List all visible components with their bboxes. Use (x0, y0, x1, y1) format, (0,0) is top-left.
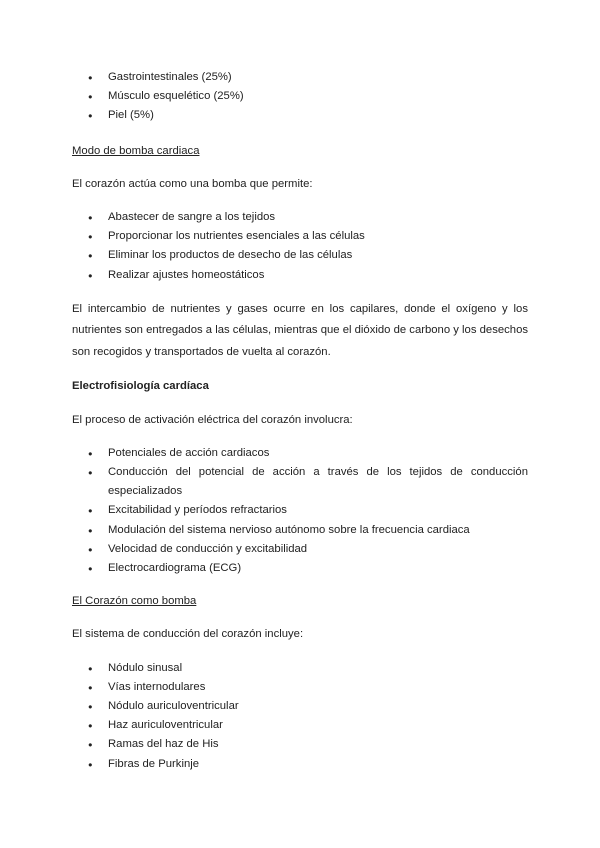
list-item: ● Excitabilidad y períodos refractarios (72, 501, 528, 520)
list-item: ● Nódulo auriculoventricular (72, 697, 528, 716)
electrophysiology-list (72, 444, 528, 578)
organ-flow-list (72, 68, 528, 126)
list-item: ● Electrocardiograma (ECG) (72, 559, 528, 578)
list-item: ● Proporcionar los nutrientes esenciales a las células (72, 227, 528, 246)
exchange-paragraph: El intercambio de nutrientes y gases ocurre en los capilares, donde el oxígeno y los nutrientes son entregados a las células, mientras que el dióxido de carbono y los desechos son recogidos y transportados de vuelta al corazón. (72, 302, 528, 358)
section-intro: El corazón actúa como una bomba que permite: (72, 177, 313, 190)
list-item: ● Fibras de Purkinje (72, 755, 528, 774)
list-item: ● Abastecer de sangre a los tejidos (72, 208, 528, 227)
list-item: ● Potenciales de acción cardiacos (72, 444, 528, 463)
list-item: ● Gastrointestinales (25%) (72, 68, 528, 87)
list-item: ● Nódulo sinusal (72, 659, 528, 678)
list-item: ● Modulación del sistema nervioso autónomo sobre la frecuencia cardiaca (72, 521, 528, 540)
section-heading-corazon-bomba: El Corazón como bomba (72, 595, 197, 608)
list-item: ● Vías internodulares (72, 678, 528, 697)
list-item: ● Piel (5%) (72, 106, 528, 125)
list-item: ● Ramas del haz de His (72, 735, 528, 754)
list-item: ● Músculo esquelético (25%) (72, 87, 528, 106)
document-page (72, 68, 528, 774)
section-intro: El sistema de conducción del corazón incluye: (72, 628, 304, 641)
section-heading-electrofisiologia: Electrofisiología cardíaca (72, 380, 209, 393)
list-item: ● Conducción del potencial de acción a través de los tejidos de conducción especializados (72, 463, 528, 501)
list-item: ● Haz auriculoventricular (72, 716, 528, 735)
pump-functions-list (72, 208, 528, 285)
conduction-system-list (72, 659, 528, 774)
list-item: ● Eliminar los productos de desecho de las células (72, 246, 528, 265)
section-heading-bomba-cardiaca: Modo de bomba cardiaca (72, 144, 200, 157)
list-item: ● Realizar ajustes homeostáticos (72, 266, 528, 285)
list-item: ● Velocidad de conducción y excitabilidad (72, 540, 528, 559)
section-intro: El proceso de activación eléctrica del corazón involucra: (72, 413, 353, 426)
